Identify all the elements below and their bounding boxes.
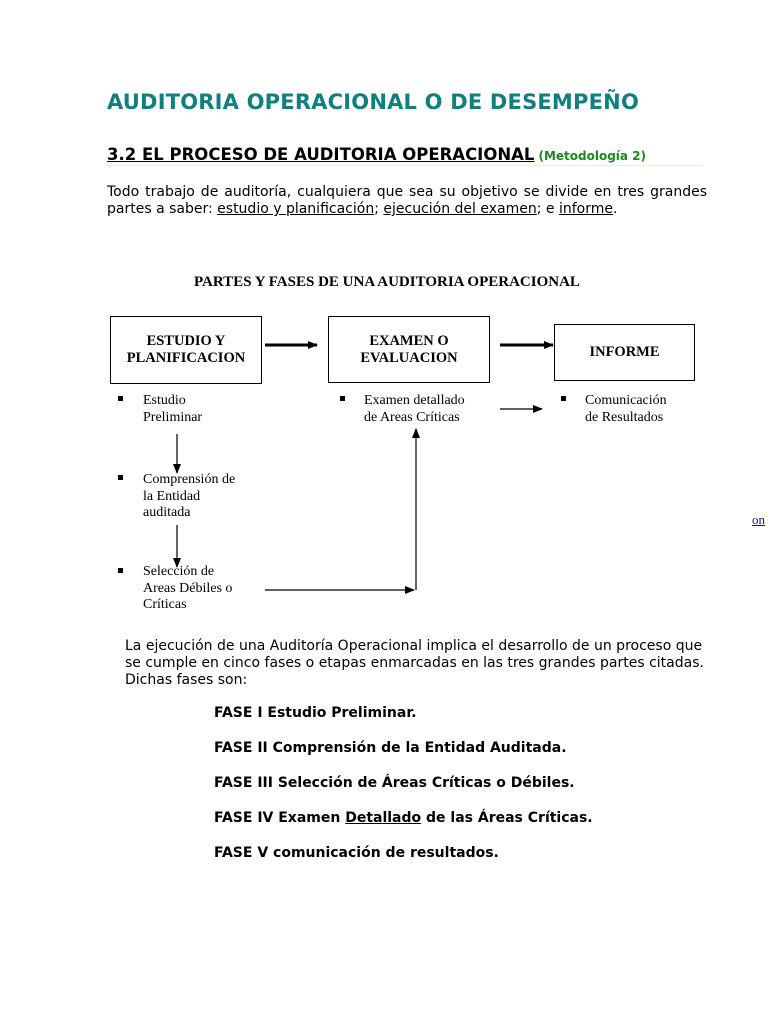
document-title: AUDITORIA OPERACIONAL O DE DESEMPEÑO: [107, 90, 639, 114]
box-examen-evaluacion: [328, 316, 490, 383]
phases-list: [214, 705, 593, 880]
methodology-note: (Metodología 2): [538, 149, 647, 163]
box-label: ESTUDIO Y: [146, 333, 226, 349]
phase-5: FASE V comunicación de resultados.: [214, 845, 499, 861]
item-line: Areas Débiles o: [143, 580, 233, 596]
box-label: EXAMEN O: [369, 332, 449, 349]
item-comprension-entidad: [143, 472, 235, 522]
link-detallado[interactable]: Detallado: [345, 810, 422, 826]
process-diagram: [100, 262, 720, 622]
item-line: la Entidad: [143, 488, 201, 504]
item-line: de Resultados: [585, 409, 664, 425]
link-estudio-planificacion[interactable]: estudio y planificación: [217, 201, 375, 217]
box-label: PLANIFICACION: [126, 350, 246, 366]
side-link[interactable]: on: [752, 512, 765, 527]
box-informe: [554, 324, 695, 381]
item-comunicacion-resultados: [585, 393, 667, 426]
body-paragraph: La ejecución de una Auditoría Operacional implica el desarrollo de un proceso que se cumple en cinco fases o etapas enmarcadas en las tres grandes partes citadas. Dichas fases son:: [125, 638, 704, 688]
bullet-icon: [561, 396, 566, 401]
item-line: de Areas Críticas: [364, 409, 460, 425]
intro-end: .: [613, 201, 618, 217]
bullet-icon: [118, 475, 123, 480]
intro-separator: ;: [374, 201, 384, 217]
link-informe[interactable]: informe: [558, 201, 613, 217]
item-estudio-preliminar: [143, 393, 202, 426]
bullet-icon: [118, 568, 123, 573]
phase-4: [214, 810, 593, 827]
phase-1: FASE I Estudio Preliminar.: [214, 705, 417, 721]
item-line: Estudio: [143, 393, 186, 408]
item-line: Selección de: [143, 564, 215, 579]
intro-separator: ; e: [536, 201, 559, 217]
item-line: Comprensión de: [143, 472, 236, 487]
phase-4-text: FASE IV Examen: [214, 810, 346, 826]
box-label: EVALUACION: [360, 349, 458, 366]
box-estudio-planificacion: [110, 316, 262, 384]
item-line: Preliminar: [143, 409, 203, 425]
section-header: [107, 145, 703, 166]
box-label: INFORME: [589, 344, 660, 360]
phase-2: FASE II Comprensión de la Entidad Auditada.: [214, 740, 567, 756]
bullet-icon: [340, 396, 345, 401]
item-line: auditada: [143, 505, 191, 520]
intro-text: Todo trabajo de auditoría, cualquiera que sea su objetivo se divide en tres grandes partes a saber:: [107, 184, 707, 217]
phase-3: FASE III Selección de Áreas Críticas o Débiles.: [214, 775, 575, 791]
link-ejecucion-examen[interactable]: ejecución del examen: [383, 201, 537, 217]
phase-4-text: de las Áreas Críticas.: [421, 810, 593, 826]
intro-paragraph: [107, 184, 707, 218]
item-examen-detallado: [364, 393, 465, 426]
item-line: Examen detallado: [364, 393, 465, 408]
section-heading: 3.2 EL PROCESO DE AUDITORIA OPERACIONAL: [107, 145, 535, 164]
diagram-title: PARTES Y FASES DE UNA AUDITORIA OPERACIONAL: [194, 274, 580, 290]
item-seleccion-areas: [143, 564, 232, 614]
item-line: Críticas: [143, 597, 187, 612]
bullet-icon: [118, 396, 123, 401]
item-line: Comunicación: [585, 393, 667, 408]
